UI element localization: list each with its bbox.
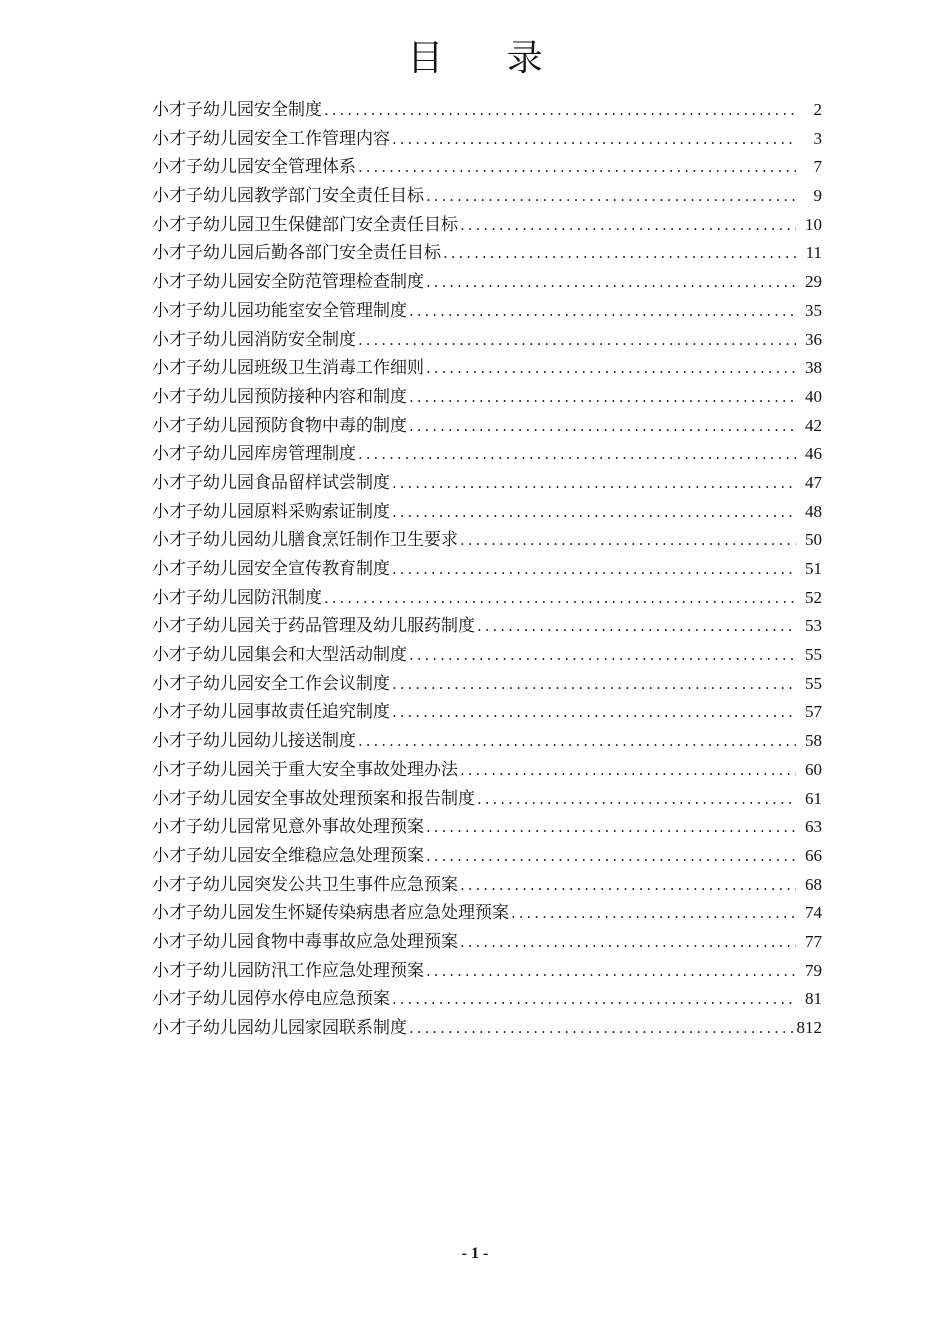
toc-entry-label: 小才子幼儿园预防食物中毒的制度: [152, 415, 407, 436]
toc-entry-label: 小才子幼儿园安全事故处理预案和报告制度: [152, 788, 475, 809]
toc-entry[interactable]: [152, 726, 822, 755]
dot-leader: [358, 445, 796, 463]
toc-entry-label: 小才子幼儿园安全制度: [152, 100, 322, 120]
dot-leader: [392, 990, 796, 1008]
toc-entry[interactable]: [152, 755, 822, 784]
toc-entry-label: 小才子幼儿园班级卫生消毒工作细则: [152, 358, 424, 379]
toc-entry-page: 61: [805, 788, 822, 808]
dot-leader: [426, 187, 796, 205]
dot-leader: [460, 531, 796, 549]
toc-entry-label: 小才子幼儿园食物中毒事故应急处理预案: [152, 931, 458, 952]
toc-entry-page: 51: [805, 559, 822, 578]
toc-entry[interactable]: [152, 812, 822, 841]
toc-entry-page: 58: [805, 731, 822, 751]
toc-entry-label: 小才子幼儿园安全防范管理检查制度: [152, 272, 424, 293]
toc-entry-page: 79: [805, 960, 822, 980]
dot-leader: [392, 503, 796, 521]
table-of-contents: [152, 95, 822, 1042]
toc-entry-page: 7: [813, 157, 822, 177]
toc-entry-page: 60: [805, 759, 822, 779]
dot-leader: [392, 130, 796, 148]
toc-entry-page: 47: [805, 472, 822, 492]
dot-leader: [358, 331, 796, 349]
toc-entry-label: 小才子幼儿园教学部门安全责任目标: [152, 186, 424, 207]
toc-entry[interactable]: [152, 956, 822, 985]
dot-leader: [324, 589, 796, 607]
toc-entry-page: 812: [796, 1018, 822, 1037]
toc-entry-page: 9: [813, 186, 822, 206]
dot-leader: [460, 216, 796, 234]
toc-entry[interactable]: [152, 95, 822, 124]
toc-entry[interactable]: [152, 411, 822, 440]
toc-entry-label: 小才子幼儿园安全管理体系: [152, 157, 356, 178]
dot-leader: [358, 158, 796, 176]
toc-entry-page: 50: [805, 530, 822, 550]
toc-entry-page: 42: [805, 415, 822, 435]
toc-entry[interactable]: [152, 382, 822, 411]
toc-entry-page: 36: [805, 329, 822, 349]
toc-entry-label: 小才子幼儿园卫生保健部门安全责任目标: [152, 214, 458, 235]
toc-entry-page: 2: [813, 100, 822, 119]
toc-entry-label: 小才子幼儿园幼儿园家园联系制度: [152, 1018, 407, 1038]
toc-entry-label: 小才子幼儿园后勤各部门安全责任目标: [152, 243, 441, 264]
toc-entry-label: 小才子幼儿园消防安全制度: [152, 329, 356, 350]
dot-leader: [324, 101, 796, 119]
toc-entry-label: 小才子幼儿园关于药品管理及幼儿服药制度: [152, 616, 475, 637]
toc-entry-label: 小才子幼儿园关于重大安全事故处理办法: [152, 759, 458, 780]
dot-leader: [392, 675, 796, 693]
toc-entry-label: 小才子幼儿园事故责任追究制度: [152, 702, 390, 723]
toc-entry-page: 68: [805, 874, 822, 894]
toc-entry[interactable]: [152, 238, 822, 267]
toc-entry[interactable]: [152, 210, 822, 239]
toc-entry-label: 小才子幼儿园食品留样试尝制度: [152, 472, 390, 493]
toc-entry-label: 小才子幼儿园发生怀疑传染病患者应急处理预案: [152, 903, 509, 924]
toc-entry[interactable]: [152, 984, 822, 1013]
toc-entry[interactable]: [152, 181, 822, 210]
dot-leader: [460, 876, 796, 894]
toc-entry-label: 小才子幼儿园防汛制度: [152, 587, 322, 608]
dot-leader: [409, 302, 796, 320]
toc-entry[interactable]: [152, 669, 822, 698]
toc-entry-page: 55: [805, 645, 822, 665]
toc-entry[interactable]: [152, 554, 822, 583]
dot-leader: [409, 388, 796, 406]
toc-entry-label: 小才子幼儿园常见意外事故处理预案: [152, 817, 424, 838]
dot-leader: [477, 617, 796, 635]
toc-entry-page: 63: [805, 817, 822, 837]
toc-entry-page: 55: [805, 673, 822, 693]
toc-entry[interactable]: [152, 927, 822, 956]
toc-entry[interactable]: [152, 468, 822, 497]
toc-entry-page: 35: [805, 300, 822, 320]
dot-leader: [426, 962, 796, 980]
toc-entry-label: 小才子幼儿园预防接种内容和制度: [152, 386, 407, 407]
toc-entry-page: 77: [805, 931, 822, 951]
toc-entry-page: 46: [805, 444, 822, 464]
toc-entry-label: 小才子幼儿园安全宣传教育制度: [152, 559, 390, 579]
toc-entry[interactable]: [152, 296, 822, 325]
toc-entry-label: 小才子幼儿园幼儿膳食烹饪制作卫生要求: [152, 530, 458, 551]
toc-entry[interactable]: [152, 353, 822, 382]
toc-entry-label: 小才子幼儿园功能室安全管理制度: [152, 300, 407, 321]
toc-entry-page: 29: [805, 272, 822, 292]
toc-entry[interactable]: [152, 611, 822, 640]
dot-leader: [358, 732, 796, 750]
toc-entry-label: 小才子幼儿园突发公共卫生事件应急预案: [152, 874, 458, 895]
toc-entry-label: 小才子幼儿园安全维稳应急处理预案: [152, 845, 424, 866]
dot-leader: [426, 847, 796, 865]
toc-entry-label: 小才子幼儿园安全工作会议制度: [152, 673, 390, 694]
toc-entry[interactable]: [152, 525, 822, 554]
toc-entry[interactable]: [152, 124, 822, 153]
toc-entry[interactable]: [152, 898, 822, 927]
toc-entry[interactable]: [152, 152, 822, 181]
toc-entry[interactable]: [152, 325, 822, 354]
toc-entry[interactable]: [152, 640, 822, 669]
toc-entry-page: 38: [805, 358, 822, 378]
toc-entry[interactable]: [152, 870, 822, 899]
toc-entry-label: 小才子幼儿园停水停电应急预案: [152, 989, 390, 1010]
toc-entry-page: 66: [805, 845, 822, 865]
dot-leader: [511, 904, 796, 922]
dot-leader: [426, 273, 796, 291]
page-number: - 1 -: [461, 1245, 489, 1262]
dot-leader: [409, 1019, 797, 1037]
dot-leader: [392, 703, 796, 721]
toc-entry[interactable]: [152, 267, 822, 296]
dot-leader: [460, 933, 796, 951]
toc-entry-label: 小才子幼儿园防汛工作应急处理预案: [152, 960, 424, 981]
toc-entry-page: 48: [805, 501, 822, 521]
toc-entry[interactable]: [152, 439, 822, 468]
toc-entry-label: 小才子幼儿园集会和大型活动制度: [152, 645, 407, 666]
toc-entry-page: 53: [805, 616, 822, 636]
toc-entry-page: 11: [805, 243, 822, 263]
dot-leader: [409, 646, 796, 664]
toc-entry-label: 小才子幼儿园安全工作管理内容: [152, 128, 390, 149]
toc-entry-page: 40: [805, 386, 822, 406]
toc-entry-page: 10: [805, 214, 822, 234]
toc-entry-page: 74: [805, 903, 822, 923]
toc-entry-label: 小才子幼儿园幼儿接送制度: [152, 731, 356, 752]
toc-entry-page: 81: [805, 989, 822, 1009]
dot-leader: [392, 474, 796, 492]
dot-leader: [409, 417, 796, 435]
toc-entry[interactable]: [152, 583, 822, 612]
dot-leader: [392, 560, 796, 578]
toc-entry[interactable]: [152, 697, 822, 726]
dot-leader: [477, 790, 796, 808]
toc-entry-label: 小才子幼儿园原料采购索证制度: [152, 501, 390, 522]
toc-entry-label: 小才子幼儿园库房管理制度: [152, 444, 356, 465]
toc-entry-page: 3: [813, 128, 822, 148]
toc-entry[interactable]: [152, 1013, 822, 1042]
dot-leader: [426, 359, 796, 377]
toc-entry[interactable]: [152, 497, 822, 526]
dot-leader: [460, 761, 796, 779]
toc-entry-page: 52: [805, 587, 822, 607]
dot-leader: [443, 244, 796, 262]
dot-leader: [426, 818, 796, 836]
toc-entry[interactable]: [152, 841, 822, 870]
toc-entry[interactable]: [152, 784, 822, 813]
toc-title: 目 录: [407, 38, 569, 79]
toc-entry-page: 57: [805, 702, 822, 722]
